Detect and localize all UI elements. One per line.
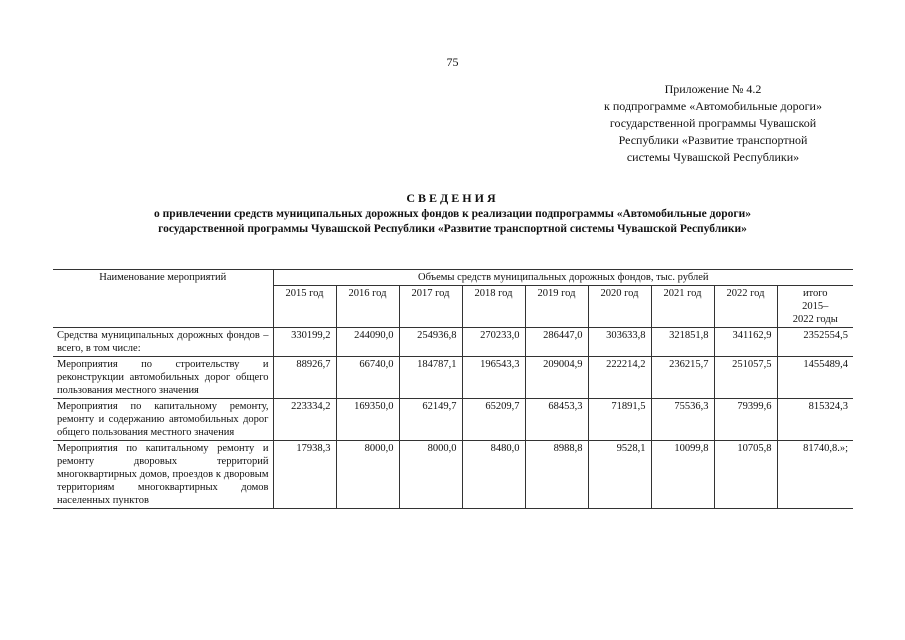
year-header: 2017 год [399, 286, 462, 328]
document-heading: СВЕДЕНИЯ [406, 191, 499, 205]
table-cell: 251057,5 [714, 357, 777, 399]
appendix-note [573, 81, 853, 166]
table-cell: 68453,3 [525, 399, 588, 441]
table-cell: 62149,7 [399, 399, 462, 441]
table-cell: 71891,5 [588, 399, 651, 441]
table-cell: 270233,0 [462, 328, 525, 357]
table-cell: 330199,2 [273, 328, 336, 357]
row-name: Мероприятия по капитальному ремонту, ремонту и содержанию автомобильных дорог общего пользования местного значения [53, 399, 273, 441]
year-header: 2015 год [273, 286, 336, 328]
table-cell: 321851,8 [651, 328, 714, 357]
page-number: 75 [446, 55, 459, 69]
subheading-line-2: государственной программы Чувашской Республики «Развитие транспортной системы Чувашской Республики» [158, 223, 747, 235]
table-cell: 244090,0 [336, 328, 399, 357]
table-cell: 75536,3 [651, 399, 714, 441]
document-subheading [40, 207, 865, 237]
table-header-row [53, 270, 853, 286]
table-cell: 254936,8 [399, 328, 462, 357]
appendix-line: Республики «Развитие транспортной [618, 133, 808, 147]
table-row [53, 441, 853, 509]
table-cell: 286447,0 [525, 328, 588, 357]
appendix-line: государственной программы Чувашской [609, 116, 817, 130]
table-cell: 79399,6 [714, 399, 777, 441]
name-column-header: Наименование мероприятий [53, 270, 273, 328]
year-header: 2021 год [651, 286, 714, 328]
total-header [777, 286, 853, 328]
table-cell: 17938,3 [273, 441, 336, 509]
row-name: Мероприятия по капитальному ремонту и ремонту дворовых территорий многоквартирных домов, проездов к дворовым территориям многоквартирных домов населенных пунктов [53, 441, 273, 509]
table-cell: 341162,9 [714, 328, 777, 357]
table-cell: 88926,7 [273, 357, 336, 399]
table-row [53, 328, 853, 357]
total-header-line: 2015– [802, 301, 829, 312]
year-header: 2022 год [714, 286, 777, 328]
table-cell: 9528,1 [588, 441, 651, 509]
row-name: Средства муниципальных дорожных фондов – всего, в том числе: [53, 328, 273, 357]
total-header-line: 2022 годы [792, 314, 838, 325]
table-row [53, 399, 853, 441]
table-cell: 10705,8 [714, 441, 777, 509]
subheading-line-1: о привлечении средств муниципальных дорожных фондов к реализации подпрограммы «Автомобильные дороги» [154, 208, 751, 220]
table-cell: 236215,7 [651, 357, 714, 399]
table-cell: 303633,8 [588, 328, 651, 357]
table-cell: 815324,3 [777, 399, 853, 441]
group-column-header: Объемы средств муниципальных дорожных фондов, тыс. рублей [273, 270, 853, 286]
year-header: 2018 год [462, 286, 525, 328]
row-name: Мероприятия по строительству и реконструкции автомобильных дорог общего пользования местного значения [53, 357, 273, 399]
appendix-line: системы Чувашской Республики» [626, 150, 800, 164]
table-cell: 223334,2 [273, 399, 336, 441]
table-cell: 209004,9 [525, 357, 588, 399]
table-cell: 222214,2 [588, 357, 651, 399]
table-row [53, 357, 853, 399]
table-cell: 8000,0 [336, 441, 399, 509]
table-cell: 184787,1 [399, 357, 462, 399]
table-cell: 8988,8 [525, 441, 588, 509]
table-cell: 65209,7 [462, 399, 525, 441]
year-header: 2019 год [525, 286, 588, 328]
table-cell: 2352554,5 [777, 328, 853, 357]
table-cell: 169350,0 [336, 399, 399, 441]
appendix-line: Приложение № 4.2 [664, 82, 762, 96]
table-cell: 8000,0 [399, 441, 462, 509]
funds-table [53, 269, 853, 509]
table-cell: 10099,8 [651, 441, 714, 509]
table-cell: 1455489,4 [777, 357, 853, 399]
table-cell: 8480,0 [462, 441, 525, 509]
table-cell: 66740,0 [336, 357, 399, 399]
year-header: 2020 год [588, 286, 651, 328]
table-cell: 196543,3 [462, 357, 525, 399]
year-header: 2016 год [336, 286, 399, 328]
appendix-line: к подпрограмме «Автомобильные дороги» [604, 99, 822, 113]
table-cell: 81740,8.»; [777, 441, 853, 509]
total-header-line: итого [802, 288, 828, 299]
